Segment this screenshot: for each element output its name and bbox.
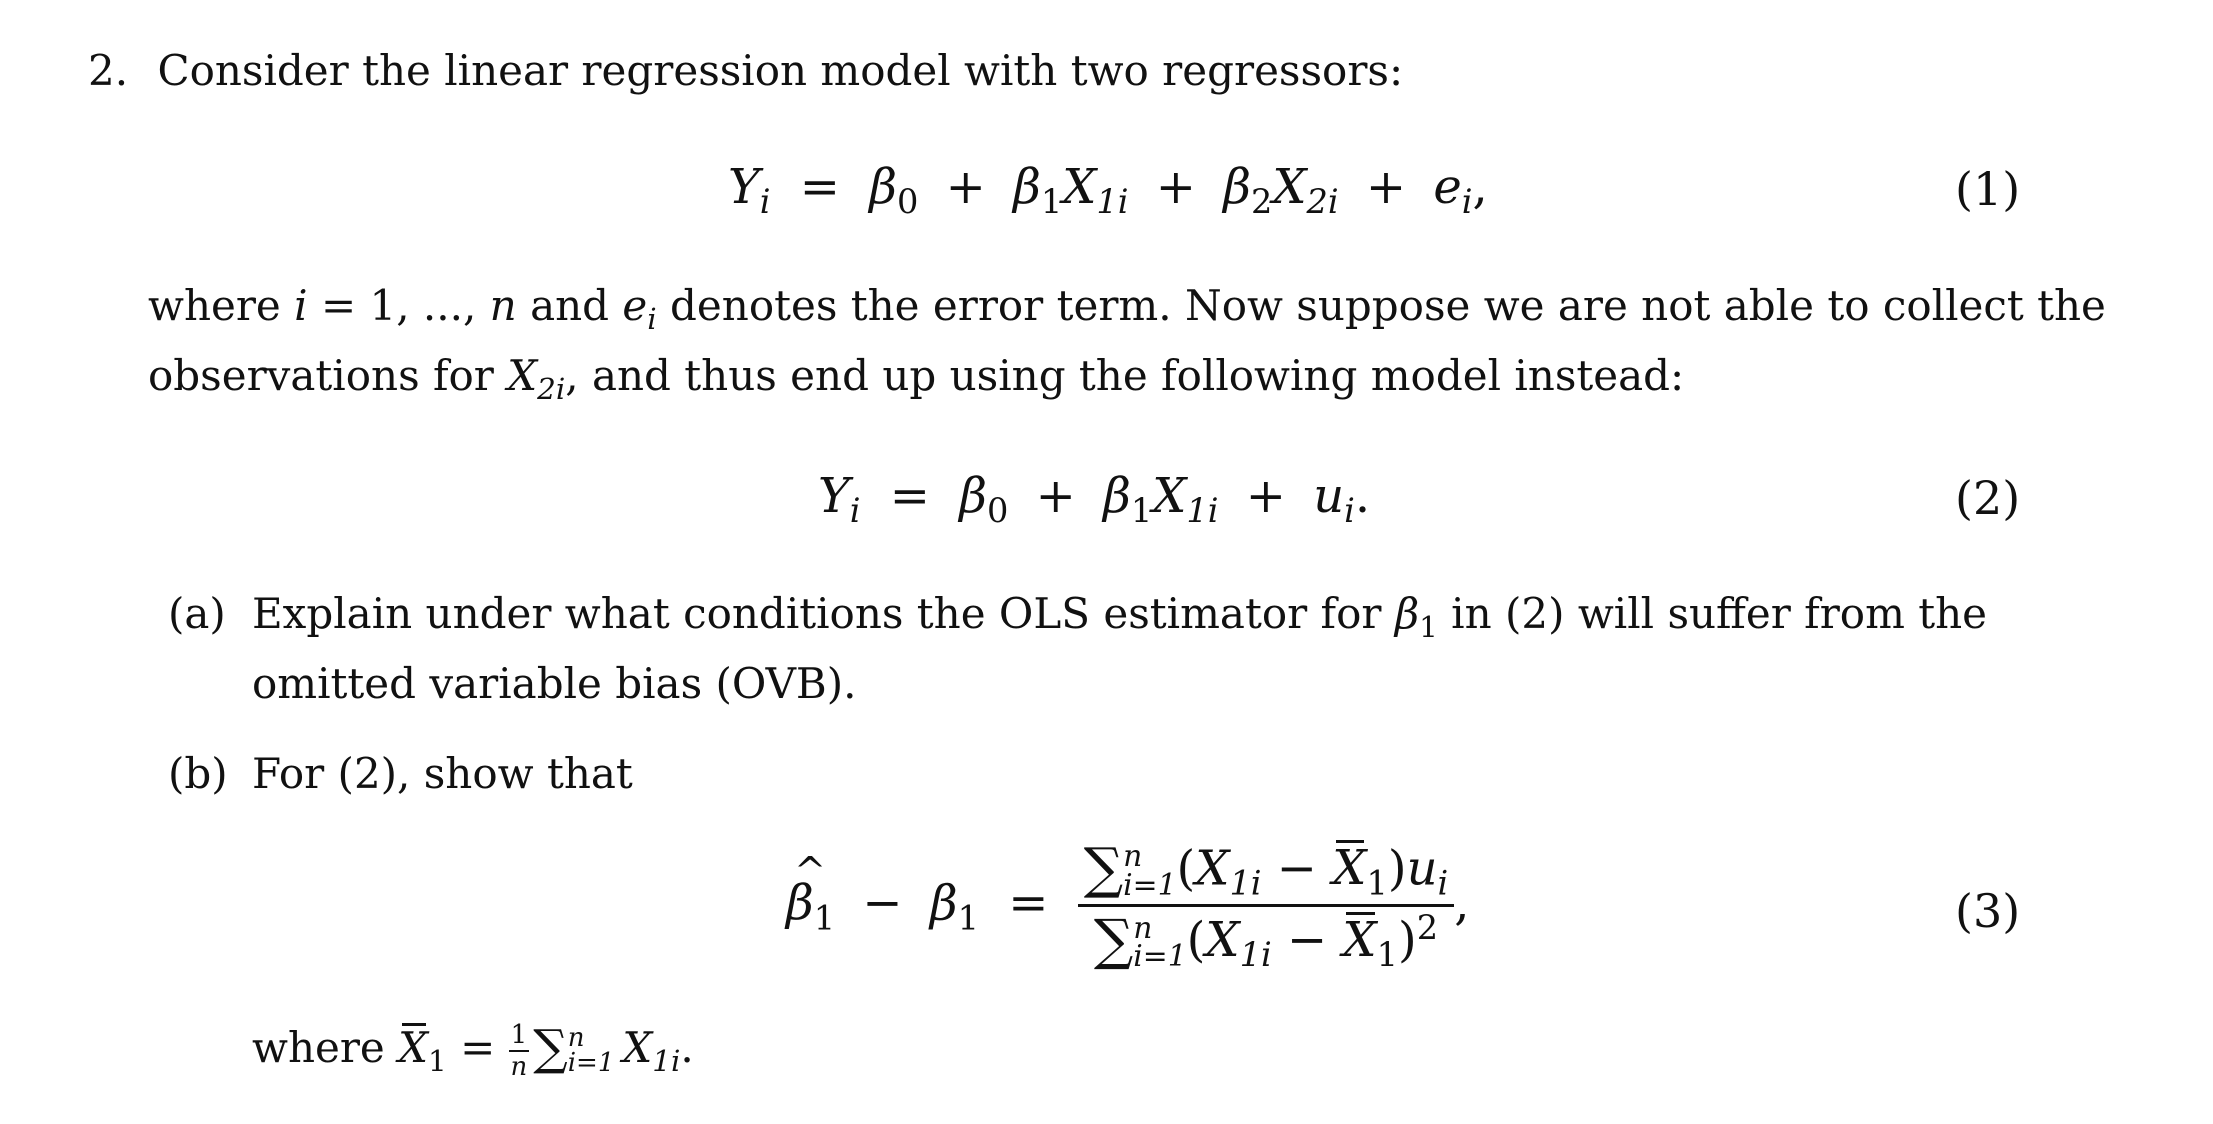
para-e-sub: i: [647, 301, 657, 336]
where-Xbar-sub: 1: [428, 1043, 447, 1078]
eq1-X2: X: [1272, 159, 1307, 215]
eq3-num-sum: ∑: [1083, 837, 1124, 901]
para-line1-end: denotes the error term. Now suppose we are not able to collect the: [656, 281, 2106, 330]
part-a-beta: β: [1394, 589, 1420, 638]
para-n: n: [489, 281, 517, 330]
eq3-minus: −: [862, 875, 903, 932]
eq1-Y-sub: i: [759, 182, 771, 222]
eq1-beta2-sub: 2: [1250, 182, 1273, 222]
para-X: X: [507, 351, 538, 400]
eq1-beta1-sub: 1: [1040, 182, 1063, 222]
part-b-label: (b): [168, 749, 228, 798]
eq3-num-close: ): [1387, 840, 1407, 897]
eq2-X1: X: [1152, 468, 1187, 524]
eq1-e-sub: i: [1461, 182, 1473, 222]
eq1-plus-1: +: [945, 159, 986, 215]
where-X-sub: 1i: [652, 1043, 681, 1078]
equation-2-number: (2): [1955, 471, 2021, 525]
eq3-den-lower: i=1: [1133, 939, 1187, 975]
equation-3: [786, 837, 1470, 975]
eq3-den-upper: n: [1133, 911, 1153, 947]
part-b-text: For (2), show that: [252, 749, 633, 798]
where-equals: =: [446, 1023, 509, 1072]
eq3-den-limits: [1133, 911, 1187, 975]
problem-intro-text: Consider the linear regression model with two regressors:: [157, 46, 1404, 95]
equation-2: [818, 468, 1371, 531]
part-a-line-1: [252, 589, 1988, 644]
eq2-period: .: [1354, 468, 1371, 524]
eq3-beta-sub: 1: [957, 898, 979, 938]
eq1-e: e: [1433, 159, 1462, 215]
where-frac-num: 1: [510, 1020, 528, 1050]
eq3-num-upper: n: [1123, 839, 1143, 875]
eq1-plus-2: +: [1155, 159, 1196, 215]
para-X-sub: 2i: [537, 371, 566, 406]
eq1-X1: X: [1062, 159, 1097, 215]
eq3-denominator: [1078, 907, 1454, 975]
eq2-beta0-sub: 0: [986, 491, 1009, 531]
equation-3-number: (3): [1955, 884, 2021, 938]
eq1-comma: ,: [1472, 159, 1488, 215]
eq3-den-X: X: [1205, 911, 1240, 968]
where-word: where: [252, 1023, 399, 1072]
eq1-beta1: β: [1013, 159, 1041, 215]
part-a-text-end: in (2) will suffer from the: [1437, 589, 1988, 638]
para-where: where: [148, 281, 281, 330]
where-X: X: [622, 1023, 653, 1072]
eq2-plus-2: +: [1245, 468, 1286, 524]
where-sum-lower: i=1: [567, 1048, 615, 1078]
eq3-den-close: ): [1397, 911, 1417, 968]
eq1-beta0-sub: 0: [896, 182, 919, 222]
where-Xbar: [398, 1023, 429, 1072]
where-period: .: [680, 1023, 694, 1072]
eq3-num-u-sub: i: [1437, 863, 1449, 903]
eq3-numerator: [1078, 837, 1454, 907]
eq2-beta0: β: [959, 468, 987, 524]
paragraph-line-1: [148, 281, 2106, 336]
para-and: and: [516, 281, 623, 330]
eq3-num-open: (: [1176, 840, 1196, 897]
eq3-den-Xbar-sub: 1: [1376, 934, 1398, 974]
eq3-den-minus: −: [1271, 911, 1343, 968]
eq3-num-Xbar-symbol: X: [1332, 840, 1367, 897]
eq3-num-X: X: [1195, 840, 1230, 897]
part-a-text-start: Explain under what conditions the OLS estimator for: [252, 589, 1395, 638]
eq2-beta1: β: [1103, 468, 1131, 524]
eq3-num-minus: −: [1261, 840, 1333, 897]
eq3-num-Xbar-sub: 1: [1366, 863, 1388, 903]
eq3-num-u: u: [1406, 840, 1438, 897]
eq1-equals: =: [799, 159, 840, 215]
where-definition-line: [252, 1022, 694, 1080]
part-a-label: (a): [168, 589, 226, 638]
eq3-fraction: [1078, 837, 1454, 975]
equation-1-number: (1): [1955, 162, 2021, 216]
eq2-u: u: [1313, 468, 1345, 524]
part-a-line-2: omitted variable bias (OVB).: [252, 659, 857, 708]
eq3-equals: =: [1008, 875, 1049, 932]
eq3-num-limits: [1123, 839, 1177, 903]
eq1-plus-3: +: [1365, 159, 1407, 215]
where-sum: ∑: [533, 1020, 568, 1077]
where-frac-den: n: [510, 1052, 528, 1082]
para-line2-end: , and thus end up using the following model instead:: [565, 351, 1685, 400]
eq3-comma: ,: [1454, 875, 1470, 932]
where-one-over-n: [509, 1022, 530, 1080]
eq3-num-X-sub: 1i: [1229, 863, 1262, 903]
eq2-plus-1: +: [1035, 468, 1076, 524]
problem-intro-line: [88, 46, 1404, 95]
eq3-beta-hat: [786, 875, 814, 932]
eq1-beta0: β: [869, 159, 897, 215]
para-range: = 1, ...,: [320, 281, 490, 330]
eq3-den-Xbar: [1342, 911, 1377, 968]
part-a-beta-sub: 1: [1419, 609, 1438, 644]
eq3-den-open: (: [1186, 911, 1206, 968]
eq1-Y: Y: [728, 159, 760, 215]
eq3-den-Xbar-symbol: X: [1342, 911, 1377, 968]
eq1-beta2: β: [1223, 159, 1251, 215]
eq3-beta: β: [929, 875, 958, 932]
eq3-num-lower: i=1: [1123, 867, 1177, 903]
where-sum-upper: n: [567, 1023, 585, 1054]
eq3-den-sum: ∑: [1093, 908, 1134, 973]
eq3-beta-hat-sub: 1: [813, 898, 836, 938]
paragraph-line-2: [148, 351, 1685, 406]
eq2-equals: =: [889, 468, 930, 524]
para-e: e: [622, 281, 648, 330]
para-observations: observations for: [148, 351, 508, 400]
eq3-den-X-sub: 1i: [1239, 934, 1272, 974]
para-i: i: [294, 281, 308, 330]
eq3-beta-hat-symbol: β: [786, 875, 814, 932]
eq2-X1-sub: 1i: [1186, 491, 1219, 531]
eq1-X1-sub: 1i: [1096, 182, 1129, 222]
eq1-X2-sub: 2i: [1306, 182, 1339, 222]
eq2-Y: Y: [818, 468, 850, 524]
where-sum-limits: [567, 1023, 615, 1078]
eq3-den-power: 2: [1416, 908, 1439, 948]
eq2-Y-sub: i: [849, 491, 861, 531]
equation-1: [728, 159, 1488, 222]
where-Xbar-symbol: X: [398, 1023, 429, 1072]
eq2-beta1-sub: 1: [1130, 491, 1153, 531]
problem-number: 2.: [88, 46, 129, 95]
eq2-u-sub: i: [1344, 491, 1355, 531]
eq3-num-Xbar: [1332, 840, 1367, 897]
